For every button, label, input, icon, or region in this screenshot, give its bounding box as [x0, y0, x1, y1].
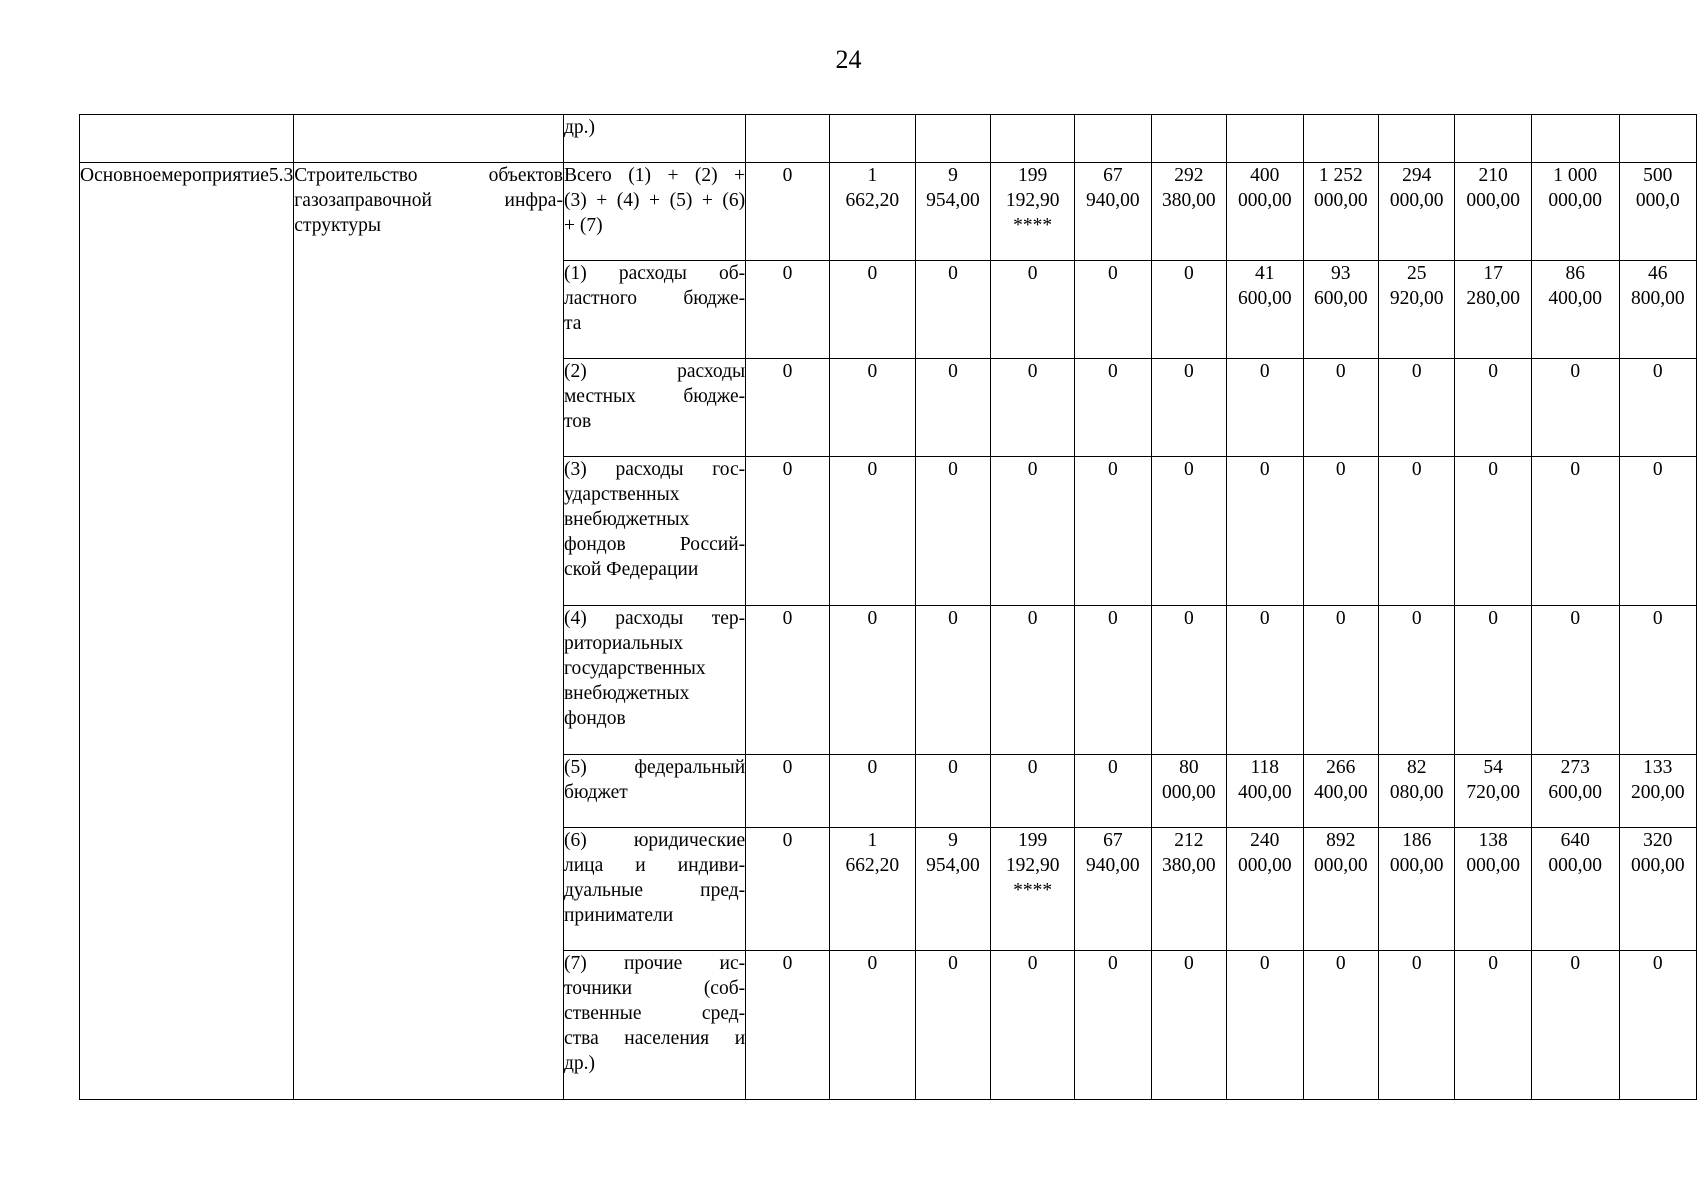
value-line: 000,00	[1466, 855, 1520, 876]
value-line: 273	[1560, 757, 1590, 778]
value-line: 0	[948, 757, 958, 778]
value-cell	[1379, 359, 1455, 457]
text-line: фондов Россий-	[563, 534, 746, 555]
value-cell	[1303, 755, 1379, 828]
value-cell	[1379, 828, 1455, 951]
value-cell	[1075, 755, 1151, 828]
continuation-row	[80, 115, 1697, 163]
value-line: 0	[867, 757, 878, 778]
value-cell	[746, 606, 830, 755]
value-line: 0	[867, 459, 878, 480]
value-line: 892	[1326, 830, 1356, 851]
value-line: 954,00	[926, 190, 980, 211]
value-cell	[1531, 951, 1619, 1100]
value-line: 400,00	[1237, 782, 1292, 803]
value-cell	[1303, 828, 1379, 951]
value-cell	[1151, 261, 1227, 359]
text-line: бюджет	[563, 782, 628, 803]
value-line: 0	[1335, 953, 1346, 974]
text-line: Всего (1) + (2) +	[563, 165, 746, 186]
value-line: 0	[1183, 263, 1194, 284]
value-cell	[1075, 951, 1151, 1100]
value-line: 0	[1652, 459, 1663, 480]
text-line: местных бюдже-	[563, 386, 746, 407]
value-cell	[1531, 457, 1619, 606]
value-line: 0	[1335, 459, 1346, 480]
value-line: 0	[1027, 608, 1038, 629]
value-line: 0	[867, 953, 878, 974]
value-line: 294	[1402, 165, 1432, 186]
value-line: 000,00	[1237, 190, 1292, 211]
value-cell	[991, 951, 1075, 1100]
value-line: 0	[948, 608, 958, 629]
text-line: мероприятие	[161, 165, 269, 186]
value-cell	[746, 951, 830, 1100]
value-line: 82	[1406, 757, 1427, 778]
value-cell	[991, 163, 1075, 261]
value-cell	[1151, 828, 1227, 951]
value-line: 67	[1103, 165, 1123, 186]
value-cell	[1619, 163, 1696, 261]
value-line: 0	[1570, 361, 1581, 382]
text-line: (3) расходы гос-	[563, 459, 746, 480]
value-cell	[1379, 755, 1455, 828]
value-line: 192,90	[1005, 855, 1060, 876]
value-line: 380,00	[1162, 855, 1216, 876]
value-cell	[915, 828, 991, 951]
text-line: (3) + (4) + (5) + (6)	[563, 190, 746, 211]
funding-source-cell	[563, 163, 745, 261]
text-line: тов	[563, 411, 592, 432]
text-line: (7) прочие ис-	[563, 953, 746, 974]
value-cell	[1151, 457, 1227, 606]
value-line: 0	[1107, 608, 1118, 629]
value-line: 292	[1174, 165, 1204, 186]
value-line: 0	[1107, 263, 1118, 284]
value-line: 080,00	[1389, 782, 1444, 803]
value-cell	[1619, 606, 1696, 755]
empty-cell	[1227, 115, 1303, 163]
value-line: 0	[1488, 459, 1499, 480]
funding-source-cell	[563, 359, 745, 457]
value-line: 720,00	[1466, 782, 1520, 803]
value-line: 133	[1643, 757, 1673, 778]
value-cell	[915, 359, 991, 457]
value-cell	[1379, 261, 1455, 359]
value-line: 0	[867, 263, 878, 284]
text-line: (6) юридические	[563, 830, 746, 851]
value-line: 0	[1335, 361, 1346, 382]
value-line: 400,00	[1313, 782, 1368, 803]
value-line: 1 000	[1553, 165, 1598, 186]
value-line: 192,90	[1005, 190, 1060, 211]
value-cell	[991, 261, 1075, 359]
value-line: 93	[1331, 263, 1351, 284]
value-cell	[1227, 359, 1303, 457]
value-line: 186	[1402, 830, 1432, 851]
value-line: 400	[1250, 165, 1280, 186]
value-line: 67	[1103, 830, 1123, 851]
value-line: 0	[948, 953, 958, 974]
text-line: риториальных	[563, 633, 684, 654]
activity-name-cell	[294, 163, 564, 1100]
text-line: (2) расходы	[563, 361, 746, 382]
value-cell	[1531, 261, 1619, 359]
text-line: (4) расходы тер-	[563, 608, 746, 629]
empty-cell	[1151, 115, 1227, 163]
funding-source-cell	[563, 755, 745, 828]
text-line: др.)	[563, 1053, 596, 1074]
value-cell	[1379, 457, 1455, 606]
value-line: 000,00	[1237, 855, 1292, 876]
value-cell	[915, 951, 991, 1100]
value-line: 000,00	[1548, 190, 1602, 211]
value-cell	[1531, 755, 1619, 828]
value-cell	[1227, 457, 1303, 606]
value-line: 86	[1565, 263, 1585, 284]
value-cell	[991, 755, 1075, 828]
value-cell	[1455, 359, 1531, 457]
value-cell	[991, 359, 1075, 457]
value-cell	[1303, 359, 1379, 457]
value-line: 0	[1259, 608, 1270, 629]
value-line: 000,0	[1635, 190, 1680, 211]
text-line: ской Федерации	[563, 559, 699, 580]
value-line: 0	[782, 263, 793, 284]
value-line: 0	[782, 757, 793, 778]
value-line: 1	[867, 830, 878, 851]
value-line: 240	[1250, 830, 1280, 851]
value-line: 940,00	[1086, 190, 1140, 211]
value-cell	[1619, 261, 1696, 359]
value-line: 000,00	[1389, 190, 1444, 211]
value-cell	[1379, 163, 1455, 261]
value-line: 0	[782, 361, 793, 382]
value-line: 0	[1107, 757, 1118, 778]
value-cell	[1531, 606, 1619, 755]
value-cell	[915, 606, 991, 755]
value-line: 0	[1259, 361, 1270, 382]
value-cell	[829, 457, 915, 606]
value-line: 640	[1560, 830, 1590, 851]
value-cell	[1455, 828, 1531, 951]
value-cell	[1455, 457, 1531, 606]
value-cell	[1455, 951, 1531, 1100]
value-line: 0	[1107, 361, 1118, 382]
value-cell	[915, 755, 991, 828]
value-line: 000,00	[1466, 190, 1520, 211]
value-cell	[1227, 951, 1303, 1100]
value-cell	[746, 457, 830, 606]
value-line: 54	[1483, 757, 1503, 778]
empty-cell	[80, 115, 294, 163]
value-cell	[746, 261, 830, 359]
value-cell	[1531, 828, 1619, 951]
value-line: 41	[1255, 263, 1275, 284]
value-line: 0	[1488, 608, 1499, 629]
value-line: 0	[867, 361, 878, 382]
value-line: 0	[1183, 459, 1194, 480]
value-cell	[1075, 359, 1151, 457]
value-cell	[829, 828, 915, 951]
value-line: 0	[782, 830, 793, 851]
value-line: 0	[1183, 953, 1194, 974]
value-line: 80	[1179, 757, 1199, 778]
value-line: 600,00	[1313, 288, 1368, 309]
empty-cell	[1531, 115, 1619, 163]
value-cell	[746, 755, 830, 828]
value-line: 46	[1648, 263, 1668, 284]
text-line: приниматели	[563, 905, 674, 926]
empty-cell	[1455, 115, 1531, 163]
value-cell	[1303, 261, 1379, 359]
value-line: 0	[782, 953, 793, 974]
empty-cell	[1075, 115, 1151, 163]
empty-cell	[1619, 115, 1696, 163]
value-line: 600,00	[1548, 782, 1602, 803]
value-line: 000,00	[1389, 855, 1444, 876]
value-cell	[829, 951, 915, 1100]
value-line: 0	[1652, 608, 1663, 629]
value-cell	[1303, 163, 1379, 261]
value-line: 662,20	[845, 190, 900, 211]
text-line: Строительство объектов	[294, 165, 563, 186]
text-line: внебюджетных	[563, 683, 690, 704]
value-cell	[1455, 606, 1531, 755]
text-line: газозаправочной инфра-	[294, 190, 563, 211]
value-cell	[829, 163, 915, 261]
value-line: 200,00	[1630, 782, 1685, 803]
text-line: государственных	[563, 658, 706, 679]
value-line: 210	[1478, 165, 1508, 186]
text-line: 5.3	[268, 165, 294, 186]
empty-cell	[1303, 115, 1379, 163]
value-line: 0	[1570, 459, 1581, 480]
value-cell	[1455, 755, 1531, 828]
value-cell	[1075, 261, 1151, 359]
value-line: 0	[1027, 459, 1038, 480]
funding-source-cell	[563, 828, 745, 951]
value-cell	[1151, 951, 1227, 1100]
value-cell	[1379, 606, 1455, 755]
value-line: 0	[1335, 608, 1346, 629]
value-line: 0	[1183, 361, 1194, 382]
value-line: 920,00	[1389, 288, 1444, 309]
value-line: 000,00	[1630, 855, 1685, 876]
value-cell	[829, 755, 915, 828]
value-cell	[1227, 755, 1303, 828]
source-cell	[563, 115, 745, 163]
activity-code-cell	[80, 163, 294, 1100]
value-cell	[1151, 606, 1227, 755]
value-line: 0	[1259, 953, 1270, 974]
value-cell	[829, 606, 915, 755]
value-cell	[1455, 163, 1531, 261]
value-line: 0	[1107, 953, 1118, 974]
text-line: внебюджетных	[563, 509, 690, 530]
value-line: 0	[1411, 608, 1422, 629]
text-line: та	[563, 313, 582, 334]
value-line: 0	[1107, 459, 1118, 480]
value-cell	[1075, 457, 1151, 606]
value-line: 000,00	[1313, 855, 1368, 876]
value-line: 9	[948, 830, 958, 851]
value-line: 0	[1570, 953, 1581, 974]
text-line: ластного бюдже-	[563, 288, 746, 309]
value-cell	[1531, 359, 1619, 457]
value-line: ****	[1013, 880, 1053, 901]
source-tail: др.)	[563, 117, 596, 138]
value-cell	[1151, 755, 1227, 828]
value-cell	[746, 163, 830, 261]
value-line: 0	[1027, 757, 1038, 778]
value-cell	[1151, 359, 1227, 457]
funding-source-cell	[563, 951, 745, 1100]
value-line: 0	[1488, 361, 1499, 382]
empty-cell	[829, 115, 915, 163]
funding-source-cell	[563, 457, 745, 606]
text-line: Основное	[80, 165, 162, 186]
value-line: 138	[1478, 830, 1508, 851]
value-cell	[1619, 359, 1696, 457]
value-line: 0	[948, 361, 958, 382]
funding-source-cell	[563, 606, 745, 755]
value-line: 940,00	[1086, 855, 1140, 876]
value-line: 0	[782, 459, 793, 480]
value-line: 212	[1174, 830, 1204, 851]
value-line: 9	[948, 165, 958, 186]
value-cell	[991, 457, 1075, 606]
value-line: 000,00	[1313, 190, 1368, 211]
value-line: 1 252	[1318, 165, 1363, 186]
value-line: 0	[1027, 953, 1038, 974]
value-line: 0	[948, 263, 958, 284]
text-line: структуры	[294, 215, 382, 236]
value-line: 0	[867, 608, 878, 629]
value-line: 25	[1406, 263, 1427, 284]
text-line: ства населения и	[563, 1028, 746, 1049]
value-cell	[991, 606, 1075, 755]
value-cell	[1619, 951, 1696, 1100]
value-cell	[1227, 163, 1303, 261]
value-line: 266	[1326, 757, 1356, 778]
value-cell	[829, 359, 915, 457]
empty-cell	[746, 115, 830, 163]
text-line: (5) федеральный	[563, 757, 746, 778]
text-line: фондов	[563, 708, 626, 729]
value-cell	[1379, 951, 1455, 1100]
value-line: 380,00	[1162, 190, 1216, 211]
empty-cell	[915, 115, 991, 163]
value-line: 0	[1027, 361, 1038, 382]
value-line: 0	[1570, 608, 1581, 629]
value-line: 400,00	[1548, 288, 1602, 309]
value-line: 800,00	[1630, 288, 1685, 309]
value-cell	[1303, 606, 1379, 755]
value-line: 0	[1411, 459, 1422, 480]
budget-table	[79, 114, 1697, 1100]
value-line: 600,00	[1237, 288, 1292, 309]
value-cell	[915, 163, 991, 261]
value-cell	[991, 828, 1075, 951]
value-cell	[1227, 261, 1303, 359]
text-line: ударственных	[563, 484, 680, 505]
value-cell	[1075, 163, 1151, 261]
value-cell	[746, 359, 830, 457]
value-line: 500	[1643, 165, 1673, 186]
value-line: 0	[782, 608, 793, 629]
value-line: 199	[1018, 165, 1048, 186]
value-cell	[1619, 457, 1696, 606]
value-line: 000,00	[1162, 782, 1216, 803]
value-cell	[1303, 457, 1379, 606]
value-cell	[1075, 828, 1151, 951]
value-cell	[1531, 163, 1619, 261]
value-cell	[746, 828, 830, 951]
empty-cell	[1379, 115, 1455, 163]
value-cell	[1227, 828, 1303, 951]
value-cell	[1227, 606, 1303, 755]
table-row	[80, 163, 1697, 261]
value-cell	[1303, 951, 1379, 1100]
value-cell	[1075, 606, 1151, 755]
value-line: 320	[1643, 830, 1673, 851]
text-line: ственные сред-	[563, 1003, 746, 1024]
value-line: 199	[1018, 830, 1048, 851]
value-cell	[1151, 163, 1227, 261]
text-line: лица и индиви-	[563, 855, 746, 876]
empty-cell	[294, 115, 564, 163]
value-line: 0	[1652, 953, 1663, 974]
text-line: (1) расходы об-	[563, 263, 746, 284]
value-line: 0	[1411, 361, 1422, 382]
value-line: 000,00	[1548, 855, 1602, 876]
empty-cell	[991, 115, 1075, 163]
value-cell	[1455, 261, 1531, 359]
value-line: ****	[1013, 215, 1053, 236]
page-number: 24	[835, 45, 862, 74]
value-line: 0	[1652, 361, 1663, 382]
value-line: 0	[1259, 459, 1270, 480]
value-cell	[1619, 755, 1696, 828]
value-line: 1	[867, 165, 878, 186]
value-cell	[829, 261, 915, 359]
value-line: 0	[1183, 608, 1194, 629]
text-line: точники (соб-	[563, 978, 746, 999]
value-line: 17	[1483, 263, 1503, 284]
value-line: 0	[782, 165, 793, 186]
value-cell	[1619, 828, 1696, 951]
value-line: 280,00	[1466, 288, 1520, 309]
value-line: 0	[1488, 953, 1499, 974]
value-line: 118	[1250, 757, 1280, 778]
value-line: 0	[1027, 263, 1038, 284]
value-line: 0	[1411, 953, 1422, 974]
value-line: 954,00	[926, 855, 980, 876]
value-cell	[915, 457, 991, 606]
text-line: + (7)	[563, 215, 603, 236]
value-cell	[915, 261, 991, 359]
value-line: 662,20	[845, 855, 900, 876]
value-line: 0	[948, 459, 958, 480]
funding-source-cell	[563, 261, 745, 359]
text-line: дуальные пред-	[563, 880, 746, 901]
